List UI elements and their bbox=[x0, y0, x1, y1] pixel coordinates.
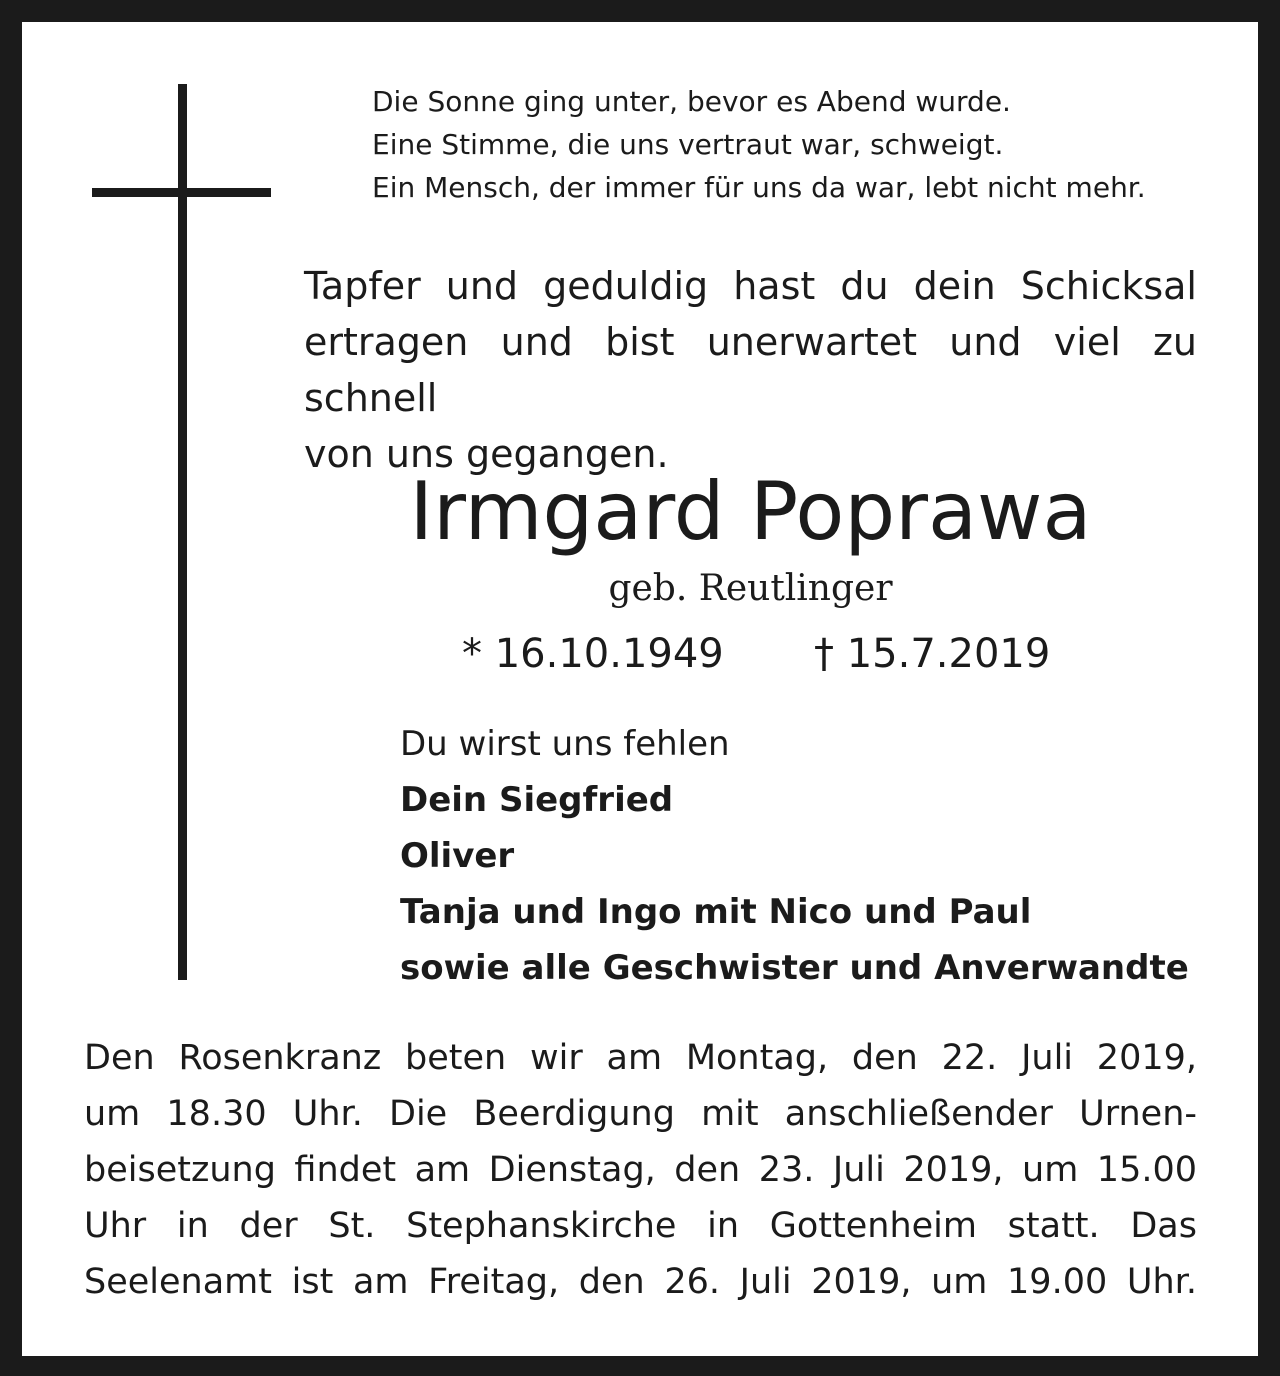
notice-line: Den Rosenkranz beten wir am Montag, den 22. Juli 2019, bbox=[84, 1038, 1197, 1078]
verse-line: Die Sonne ging unter, bevor es Abend wurde. bbox=[372, 85, 1011, 118]
mourner-name: sowie alle Geschwister und Anverwandte bbox=[400, 948, 1189, 988]
notice-line: beisetzung findet am Dienstag, den 23. Juli 2019, um 15.00 bbox=[84, 1150, 1197, 1190]
verse-line: Ein Mensch, der immer für uns da war, lebt nicht mehr. bbox=[372, 171, 1146, 204]
intro-line: Tapfer und geduldig hast du dein Schicksal bbox=[304, 264, 1197, 308]
cross-icon bbox=[178, 84, 187, 980]
deceased-name: Irmgard Poprawa bbox=[409, 465, 1092, 558]
obituary-notice bbox=[22, 22, 1258, 1356]
intro-line: von uns gegangen. bbox=[304, 432, 669, 476]
notice-line: Seelenamt ist am Freitag, den 26. Juli 2019, um 19.00 Uhr. bbox=[84, 1262, 1197, 1302]
cross-icon-crossbar bbox=[92, 188, 271, 197]
memorial-verse bbox=[372, 80, 1232, 209]
notice-line: um 18.30 Uhr. Die Beerdigung mit anschließender Urnen- bbox=[84, 1094, 1197, 1134]
death-date: † 15.7.2019 bbox=[814, 631, 1051, 677]
verse-line: Eine Stimme, die uns vertraut war, schweigt. bbox=[372, 128, 1004, 161]
funeral-service-notice bbox=[84, 1030, 1197, 1310]
maiden-name: geb. Reutlinger bbox=[608, 568, 893, 609]
intro-text bbox=[304, 258, 1197, 482]
mourner-name: Dein Siegfried bbox=[400, 780, 674, 820]
mourner-name: Tanja und Ingo mit Nico und Paul bbox=[400, 892, 1032, 932]
mourners-list bbox=[400, 716, 1220, 996]
mourner-name: Oliver bbox=[400, 836, 515, 876]
intro-line: ertragen und bist unerwartet und viel zu schnell bbox=[304, 320, 1197, 420]
farewell-line: Du wirst uns fehlen bbox=[400, 724, 730, 764]
notice-line: Uhr in der St. Stephanskirche in Gottenheim statt. Das bbox=[84, 1206, 1197, 1246]
birth-date: * 16.10.1949 bbox=[462, 631, 724, 677]
